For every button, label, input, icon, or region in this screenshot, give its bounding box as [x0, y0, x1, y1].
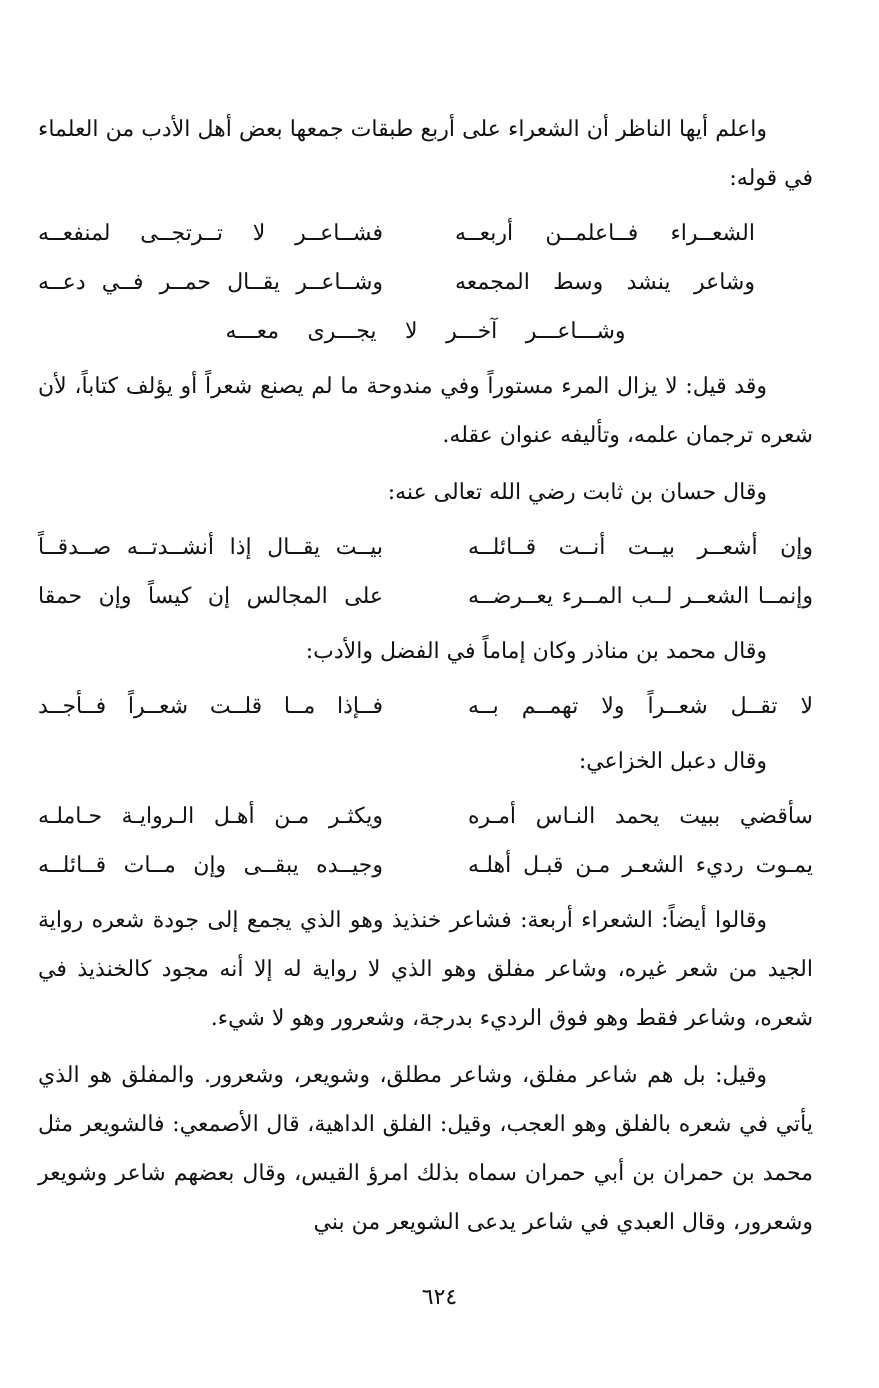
- paragraph-mufliq: وقيل: بل هم شاعر مفلق، وشاعر مطلق، وشويعر، وشعرور. والمفلق هو الذي يأتي في شعره بالفلق وهو العجب، وقيل: الفلق الداهية، قال الأصمعي: فالشويعر مثل محمد بن حمران بن أبي حمران سماه بذلك امرؤ القيس، وقال بعضهم شاعر وشويعر وشعرور، وقال العبدي في شاعر يدعى الشويعر من بني: [38, 1063, 813, 1235]
- verse-single-hemistich: وشـــاعـــر آخـــر لا يجـــرى معـــه: [225, 319, 626, 344]
- verse-second-hemistich: على المجالس إن كيساً وإن حمقا: [38, 584, 383, 609]
- poem-hassan: [38, 523, 813, 621]
- verse-line: [38, 258, 813, 307]
- verse-second-hemistich: فــإذا مــا قلــت شعــراً فــأجــد: [38, 694, 383, 719]
- verse-line: [38, 682, 813, 731]
- paragraph-dibil-intro: وقال دعبل الخزاعي:: [578, 749, 767, 774]
- verse-first-hemistich: وشاعر ينشد وسط المجمعه: [455, 270, 755, 295]
- verse-second-hemistich: وشــاعــر يقــال حمــر فــي دعــه: [38, 270, 383, 295]
- poem-munadhir: [38, 682, 813, 731]
- verse-line: [38, 792, 813, 841]
- verse-first-hemistich: لا تقــل شعــراً ولا تهمــم بــه: [468, 694, 813, 719]
- verse-first-hemistich: يمـوت رديء الشعـر مـن قبـل أهلـه: [468, 853, 813, 878]
- paragraph-hassan-intro: وقال حسان بن ثابت رضي الله تعالى عنه:: [387, 480, 767, 505]
- verse-first-hemistich: الشعــراء فــاعلمــن أربعــه: [455, 221, 755, 246]
- paragraph-munadhir-intro: وقال محمد بن مناذر وكان إماماً في الفضل والأدب:: [305, 639, 767, 664]
- verse-second-hemistich: بيــت يقــال إذا أنشــدتــه صــدقــاً: [38, 535, 383, 560]
- verse-line: [38, 523, 813, 572]
- verse-first-hemistich: وإنمــا الشعــر لــب المــرء يعــرضــه: [468, 584, 813, 609]
- verse-line: [38, 841, 813, 890]
- verse-line-single: [38, 307, 813, 356]
- paragraph-saying: وقد قيل: لا يزال المرء مستوراً وفي مندوحة ما لم يصنع شعراً أو يؤلف كتاباً، لأن شعره ترجمان علمه، وتأليفه عنوان عقله.: [38, 374, 813, 448]
- poem-dibil: [38, 792, 813, 890]
- paragraph-four-types: وقالوا أيضاً: الشعراء أربعة: فشاعر خنذيذ وهو الذي يجمع إلى جودة شعره رواية الجيد من شعر غيره، وشاعر مفلق وهو الذي لا رواية له إلا أنه مجود كالخنذيذ في شعره، وشاعر فقط وهو فوق الرديء بدرجة، وشعرور وهو لا شيء.: [38, 908, 813, 1031]
- page-number: ٦٢٤: [421, 1285, 458, 1310]
- paragraph-intro: واعلم أيها الناظر أن الشعراء على أربع طبقات جمعها بعض أهل الأدب من العلماء في قوله:: [38, 117, 813, 191]
- verse-first-hemistich: وإن أشعــر بيــت أنــت قــائلــه: [468, 535, 813, 560]
- verse-second-hemistich: فشــاعــر لا تــرتجــى لمنفعــه: [38, 221, 383, 246]
- verse-line: [38, 572, 813, 621]
- verse-second-hemistich: وجيــده يبقــى وإن مــات قــائلــه: [38, 853, 383, 878]
- verse-first-hemistich: سأقضي ببيت يحمد النـاس أمـره: [468, 804, 813, 829]
- verse-line: [38, 209, 813, 258]
- page-body: [38, 105, 813, 1247]
- verse-second-hemistich: ويكثـر مـن أهـل الـروايـة حـاملـه: [38, 804, 383, 829]
- poem-four-poets: [38, 209, 813, 356]
